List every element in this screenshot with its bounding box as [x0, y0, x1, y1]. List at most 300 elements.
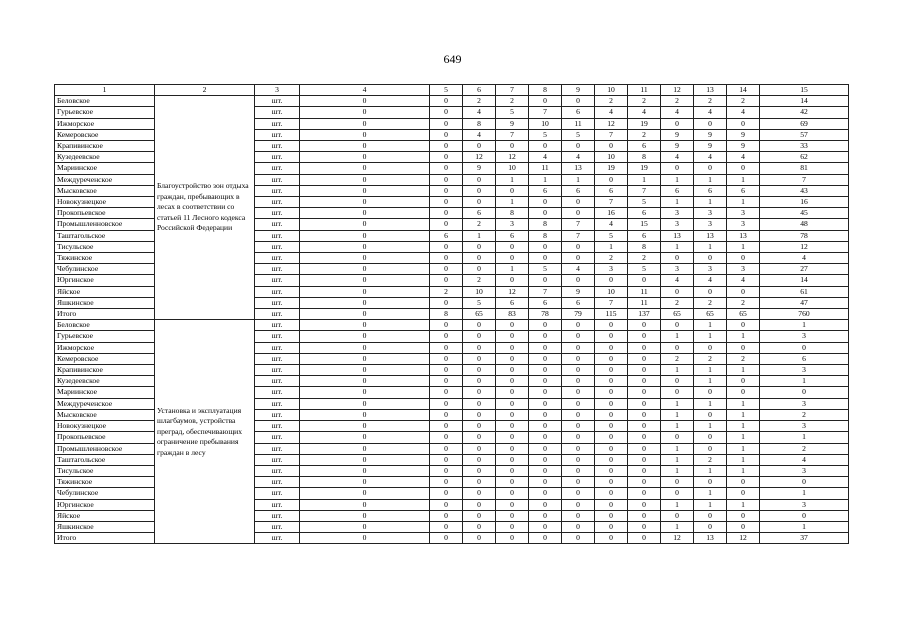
value-cell: 0: [694, 521, 727, 532]
value-cell: 0: [496, 533, 529, 544]
value-cell: 4: [562, 264, 595, 275]
value-cell: 0: [595, 342, 628, 353]
total-cell: 1: [760, 432, 849, 443]
total-cell: 0: [760, 477, 849, 488]
region-name: Прокопьевское: [55, 208, 155, 219]
value-cell: 0: [628, 320, 661, 331]
value-cell: 0: [300, 342, 430, 353]
value-cell: 0: [694, 477, 727, 488]
total-cell: 3: [760, 365, 849, 376]
column-header: 2: [155, 85, 255, 96]
region-name: Беловское: [55, 320, 155, 331]
region-name: Яшкинское: [55, 521, 155, 532]
value-cell: 0: [595, 510, 628, 521]
column-header: 12: [661, 85, 694, 96]
total-cell: 1: [760, 521, 849, 532]
value-cell: 0: [628, 342, 661, 353]
value-cell: 11: [529, 163, 562, 174]
value-cell: 7: [628, 185, 661, 196]
value-cell: 0: [300, 241, 430, 252]
value-cell: 0: [300, 320, 430, 331]
value-cell: 0: [463, 320, 496, 331]
value-cell: 0: [529, 499, 562, 510]
value-cell: 1: [496, 197, 529, 208]
value-cell: 0: [661, 342, 694, 353]
unit-cell: шт.: [255, 219, 300, 230]
unit-cell: шт.: [255, 241, 300, 252]
region-name: Междуреченское: [55, 174, 155, 185]
value-cell: 0: [661, 376, 694, 387]
value-cell: 0: [628, 454, 661, 465]
value-cell: 10: [496, 163, 529, 174]
value-cell: 0: [300, 533, 430, 544]
column-header: 7: [496, 85, 529, 96]
value-cell: 0: [300, 107, 430, 118]
unit-cell: шт.: [255, 365, 300, 376]
value-cell: 1: [727, 443, 760, 454]
value-cell: 0: [430, 96, 463, 107]
value-cell: 65: [463, 309, 496, 320]
value-cell: 0: [529, 465, 562, 476]
value-cell: 0: [300, 387, 430, 398]
value-cell: 0: [529, 533, 562, 544]
value-cell: 0: [463, 443, 496, 454]
unit-cell: шт.: [255, 320, 300, 331]
unit-cell: шт.: [255, 309, 300, 320]
unit-cell: шт.: [255, 499, 300, 510]
unit-cell: шт.: [255, 286, 300, 297]
total-cell: 760: [760, 309, 849, 320]
value-cell: 6: [529, 297, 562, 308]
value-cell: 0: [300, 197, 430, 208]
value-cell: 1: [661, 365, 694, 376]
value-cell: 0: [430, 533, 463, 544]
value-cell: 0: [661, 118, 694, 129]
value-cell: 0: [300, 465, 430, 476]
total-cell: 27: [760, 264, 849, 275]
total-cell: 2: [760, 409, 849, 420]
value-cell: 0: [727, 510, 760, 521]
value-cell: 0: [529, 421, 562, 432]
value-cell: 5: [628, 197, 661, 208]
total-cell: 37: [760, 533, 849, 544]
column-header: 6: [463, 85, 496, 96]
value-cell: 4: [562, 152, 595, 163]
value-cell: 8: [628, 241, 661, 252]
value-cell: 0: [628, 275, 661, 286]
value-cell: 1: [496, 264, 529, 275]
value-cell: 9: [562, 286, 595, 297]
value-cell: 0: [430, 118, 463, 129]
value-cell: 0: [300, 309, 430, 320]
value-cell: 0: [595, 141, 628, 152]
value-cell: 0: [628, 465, 661, 476]
unit-cell: шт.: [255, 141, 300, 152]
value-cell: 10: [529, 118, 562, 129]
value-cell: 0: [628, 510, 661, 521]
region-name: Таштагольское: [55, 454, 155, 465]
total-cell: 16: [760, 197, 849, 208]
value-cell: 0: [300, 253, 430, 264]
value-cell: 0: [496, 432, 529, 443]
value-cell: 0: [496, 365, 529, 376]
value-cell: 0: [496, 185, 529, 196]
total-cell: 6: [760, 353, 849, 364]
value-cell: 0: [727, 253, 760, 264]
value-cell: 0: [562, 499, 595, 510]
value-cell: 1: [661, 174, 694, 185]
value-cell: 0: [529, 197, 562, 208]
value-cell: 4: [595, 219, 628, 230]
value-cell: 0: [300, 454, 430, 465]
value-cell: 0: [300, 499, 430, 510]
value-cell: 0: [562, 365, 595, 376]
region-name: Междуреченское: [55, 398, 155, 409]
value-cell: 8: [430, 309, 463, 320]
value-cell: 0: [661, 387, 694, 398]
region-name: Таштагольское: [55, 230, 155, 241]
value-cell: 6: [496, 297, 529, 308]
total-cell: 48: [760, 219, 849, 230]
region-name: Мысковское: [55, 185, 155, 196]
value-cell: 0: [463, 387, 496, 398]
value-cell: 0: [562, 353, 595, 364]
value-cell: 0: [595, 398, 628, 409]
value-cell: 0: [694, 387, 727, 398]
region-name: Мысковское: [55, 409, 155, 420]
value-cell: 0: [727, 118, 760, 129]
value-cell: 0: [628, 533, 661, 544]
unit-cell: шт.: [255, 443, 300, 454]
column-header: 13: [694, 85, 727, 96]
value-cell: 78: [529, 309, 562, 320]
value-cell: 79: [562, 309, 595, 320]
value-cell: 0: [300, 141, 430, 152]
value-cell: 1: [727, 398, 760, 409]
value-cell: 65: [727, 309, 760, 320]
value-cell: 1: [661, 499, 694, 510]
value-cell: 0: [463, 376, 496, 387]
value-cell: 0: [463, 488, 496, 499]
value-cell: 0: [496, 421, 529, 432]
value-cell: 12: [661, 533, 694, 544]
value-cell: 0: [463, 454, 496, 465]
value-cell: 1: [694, 376, 727, 387]
value-cell: 1: [529, 174, 562, 185]
unit-cell: шт.: [255, 432, 300, 443]
value-cell: 13: [661, 230, 694, 241]
unit-cell: шт.: [255, 96, 300, 107]
value-cell: 0: [562, 96, 595, 107]
activity-description: Благоустройство зон отдыха граждан, пребывающих в лесах в соответствии со статьей 11 Лесного кодекса Российской Федерации: [155, 96, 255, 320]
total-cell: 12: [760, 241, 849, 252]
value-cell: 0: [463, 253, 496, 264]
value-cell: 0: [595, 443, 628, 454]
value-cell: 6: [562, 185, 595, 196]
value-cell: 0: [595, 174, 628, 185]
value-cell: 1: [727, 241, 760, 252]
value-cell: 0: [430, 163, 463, 174]
value-cell: 0: [300, 398, 430, 409]
value-cell: 0: [496, 443, 529, 454]
value-cell: 0: [430, 219, 463, 230]
value-cell: 0: [463, 141, 496, 152]
unit-cell: шт.: [255, 510, 300, 521]
value-cell: 0: [595, 320, 628, 331]
value-cell: 0: [562, 275, 595, 286]
region-name: Новокузнецкое: [55, 421, 155, 432]
value-cell: 0: [430, 174, 463, 185]
value-cell: 0: [595, 331, 628, 342]
value-cell: 0: [661, 477, 694, 488]
value-cell: 2: [628, 96, 661, 107]
value-cell: 0: [463, 185, 496, 196]
value-cell: 0: [562, 376, 595, 387]
region-name: Мариинское: [55, 387, 155, 398]
value-cell: 13: [694, 230, 727, 241]
total-cell: 7: [760, 174, 849, 185]
column-header: 15: [760, 85, 849, 96]
value-cell: 8: [463, 118, 496, 129]
value-cell: 0: [430, 409, 463, 420]
value-cell: 0: [496, 409, 529, 420]
value-cell: 4: [694, 275, 727, 286]
value-cell: 1: [562, 174, 595, 185]
value-cell: 0: [529, 454, 562, 465]
total-cell: 3: [760, 499, 849, 510]
value-cell: 2: [430, 286, 463, 297]
unit-cell: шт.: [255, 264, 300, 275]
value-cell: 0: [463, 197, 496, 208]
value-cell: 0: [694, 409, 727, 420]
value-cell: 0: [300, 118, 430, 129]
value-cell: 1: [694, 421, 727, 432]
value-cell: 0: [430, 465, 463, 476]
value-cell: 5: [628, 264, 661, 275]
value-cell: 3: [496, 219, 529, 230]
region-name: Яйское: [55, 286, 155, 297]
value-cell: 1: [694, 488, 727, 499]
value-cell: 0: [300, 286, 430, 297]
value-cell: 0: [300, 152, 430, 163]
region-name: Ижморское: [55, 342, 155, 353]
region-name: Мариинское: [55, 163, 155, 174]
value-cell: 1: [694, 365, 727, 376]
region-name: Крапивинское: [55, 365, 155, 376]
value-cell: 0: [529, 477, 562, 488]
value-cell: 6: [727, 185, 760, 196]
value-cell: 115: [595, 309, 628, 320]
value-cell: 0: [661, 488, 694, 499]
value-cell: 0: [430, 129, 463, 140]
total-cell: 3: [760, 465, 849, 476]
total-cell: 0: [760, 387, 849, 398]
value-cell: 1: [694, 331, 727, 342]
total-cell: 0: [760, 510, 849, 521]
value-cell: 0: [595, 432, 628, 443]
value-cell: 0: [628, 499, 661, 510]
value-cell: 3: [727, 264, 760, 275]
region-name: Итого: [55, 309, 155, 320]
total-cell: 3: [760, 398, 849, 409]
value-cell: 6: [430, 230, 463, 241]
value-cell: 1: [496, 174, 529, 185]
value-cell: 8: [628, 152, 661, 163]
value-cell: 0: [300, 129, 430, 140]
value-cell: 0: [727, 477, 760, 488]
value-cell: 1: [595, 241, 628, 252]
value-cell: 12: [496, 152, 529, 163]
value-cell: 0: [463, 331, 496, 342]
value-cell: 0: [463, 499, 496, 510]
value-cell: 0: [430, 107, 463, 118]
column-header: 8: [529, 85, 562, 96]
unit-cell: шт.: [255, 297, 300, 308]
value-cell: 0: [694, 163, 727, 174]
region-name: Чебулинское: [55, 488, 155, 499]
region-name: Промышленновское: [55, 443, 155, 454]
value-cell: 5: [529, 264, 562, 275]
value-cell: 0: [562, 387, 595, 398]
value-cell: 0: [300, 432, 430, 443]
value-cell: 0: [562, 465, 595, 476]
column-header: 14: [727, 85, 760, 96]
value-cell: 0: [300, 331, 430, 342]
total-cell: 1: [760, 376, 849, 387]
table-body: [55, 96, 849, 544]
value-cell: 1: [661, 443, 694, 454]
total-cell: 62: [760, 152, 849, 163]
value-cell: 4: [661, 107, 694, 118]
value-cell: 6: [661, 185, 694, 196]
value-cell: 0: [430, 510, 463, 521]
value-cell: 0: [529, 275, 562, 286]
value-cell: 0: [595, 353, 628, 364]
value-cell: 5: [595, 230, 628, 241]
total-cell: 4: [760, 454, 849, 465]
value-cell: 0: [463, 465, 496, 476]
value-cell: 0: [300, 163, 430, 174]
value-cell: 3: [727, 208, 760, 219]
value-cell: 0: [300, 208, 430, 219]
region-name: Новокузнецкое: [55, 197, 155, 208]
value-cell: 0: [595, 533, 628, 544]
value-cell: 2: [661, 353, 694, 364]
value-cell: 0: [463, 521, 496, 532]
value-cell: 0: [300, 521, 430, 532]
total-cell: 2: [760, 443, 849, 454]
value-cell: 0: [628, 443, 661, 454]
value-cell: 4: [661, 275, 694, 286]
value-cell: 3: [694, 264, 727, 275]
value-cell: 1: [661, 454, 694, 465]
value-cell: 0: [496, 275, 529, 286]
value-cell: 1: [694, 465, 727, 476]
unit-cell: шт.: [255, 454, 300, 465]
value-cell: 0: [595, 376, 628, 387]
value-cell: 0: [595, 477, 628, 488]
value-cell: 0: [430, 208, 463, 219]
region-name: Яшкинское: [55, 297, 155, 308]
value-cell: 0: [694, 432, 727, 443]
region-name: Гурьевское: [55, 107, 155, 118]
value-cell: 3: [727, 219, 760, 230]
value-cell: 0: [727, 387, 760, 398]
value-cell: 0: [628, 409, 661, 420]
value-cell: 0: [595, 454, 628, 465]
value-cell: 10: [463, 286, 496, 297]
value-cell: 0: [694, 118, 727, 129]
value-cell: 6: [562, 107, 595, 118]
value-cell: 0: [529, 241, 562, 252]
value-cell: 4: [463, 129, 496, 140]
region-name: Крапивинское: [55, 141, 155, 152]
value-cell: 1: [727, 174, 760, 185]
value-cell: 9: [661, 129, 694, 140]
value-cell: 1: [661, 521, 694, 532]
value-cell: 19: [628, 163, 661, 174]
value-cell: 0: [694, 342, 727, 353]
value-cell: 0: [529, 409, 562, 420]
value-cell: 83: [496, 309, 529, 320]
value-cell: 0: [496, 499, 529, 510]
value-cell: 15: [628, 219, 661, 230]
unit-cell: шт.: [255, 488, 300, 499]
value-cell: 5: [496, 107, 529, 118]
value-cell: 1: [661, 409, 694, 420]
value-cell: 0: [529, 510, 562, 521]
value-cell: 0: [496, 488, 529, 499]
value-cell: 0: [300, 510, 430, 521]
region-name: Итого: [55, 533, 155, 544]
value-cell: 0: [562, 521, 595, 532]
value-cell: 0: [496, 376, 529, 387]
value-cell: 2: [463, 275, 496, 286]
value-cell: 0: [727, 342, 760, 353]
value-cell: 5: [529, 129, 562, 140]
value-cell: 0: [300, 297, 430, 308]
column-header: 4: [300, 85, 430, 96]
total-cell: 14: [760, 275, 849, 286]
value-cell: 6: [529, 185, 562, 196]
unit-cell: шт.: [255, 107, 300, 118]
value-cell: 2: [628, 129, 661, 140]
unit-cell: шт.: [255, 465, 300, 476]
total-cell: 1: [760, 488, 849, 499]
value-cell: 8: [529, 230, 562, 241]
value-cell: 0: [628, 432, 661, 443]
value-cell: 0: [562, 421, 595, 432]
value-cell: 0: [430, 398, 463, 409]
value-cell: 6: [628, 208, 661, 219]
value-cell: 0: [430, 264, 463, 275]
value-cell: 3: [694, 219, 727, 230]
value-cell: 6: [463, 208, 496, 219]
region-name: Кузедеевское: [55, 376, 155, 387]
value-cell: 0: [595, 521, 628, 532]
value-cell: 12: [727, 533, 760, 544]
value-cell: 0: [661, 432, 694, 443]
value-cell: 0: [628, 353, 661, 364]
value-cell: 6: [496, 230, 529, 241]
region-name: Яйское: [55, 510, 155, 521]
value-cell: 0: [595, 488, 628, 499]
value-cell: 3: [661, 264, 694, 275]
value-cell: 2: [661, 297, 694, 308]
total-cell: 3: [760, 331, 849, 342]
value-cell: 0: [694, 510, 727, 521]
total-cell: 0: [760, 342, 849, 353]
